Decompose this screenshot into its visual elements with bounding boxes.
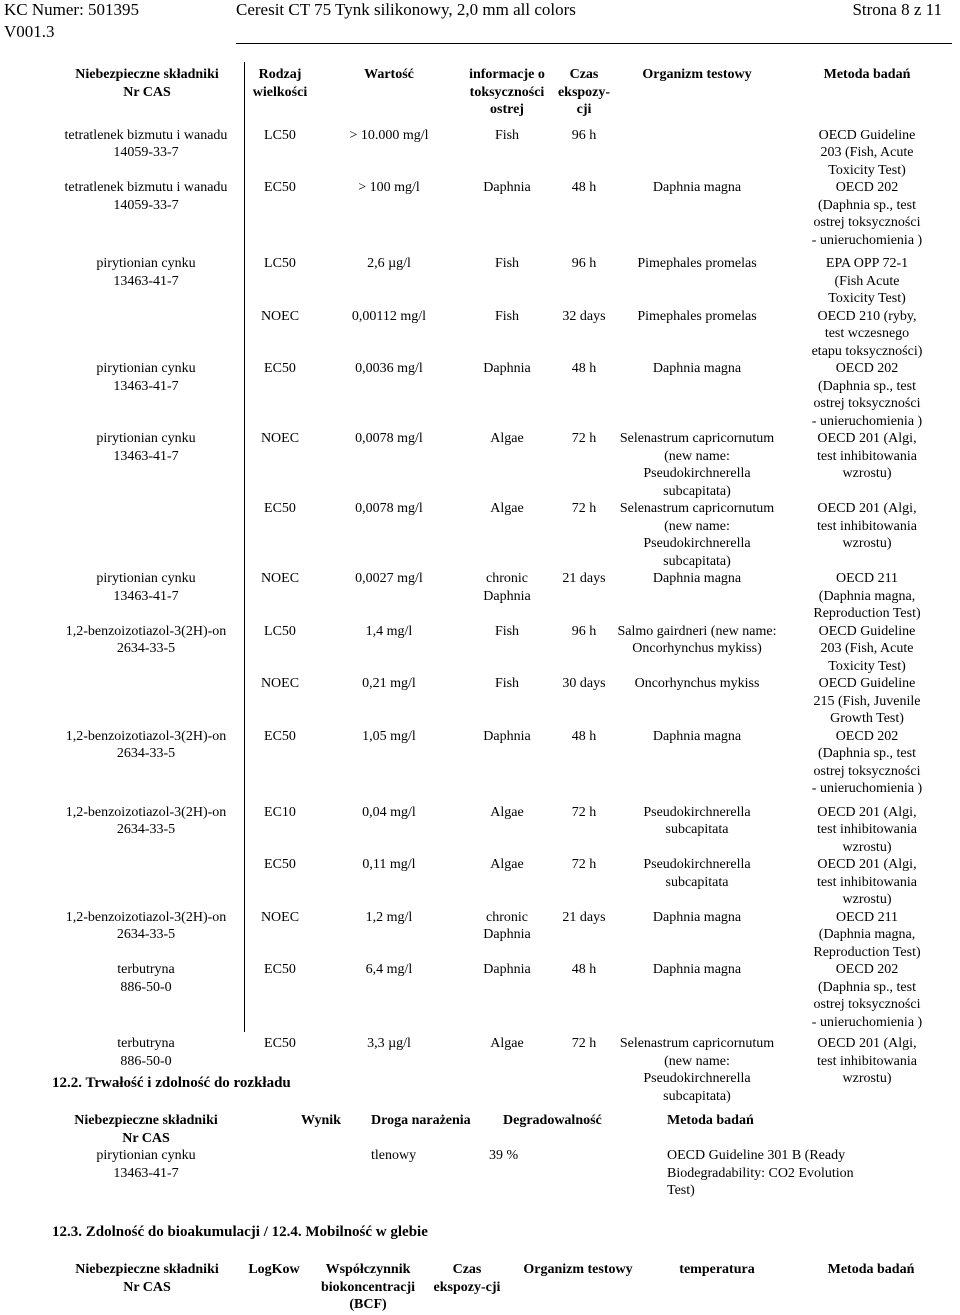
organism-cell: Pimephales promelas [637, 308, 757, 324]
route-cell: tlenowy [371, 1148, 417, 1163]
time-cell: 21 days [562, 571, 606, 586]
table-row [50, 675, 956, 728]
method-cell: OECD Guideline 203 (Fish, Acute Toxicity Test) [818, 623, 916, 674]
organism-cell: Daphnia magna [652, 909, 742, 925]
organism-cell: Daphnia magna [652, 180, 742, 195]
info-cell: Daphnia [483, 962, 531, 977]
version: V001.3 [4, 22, 55, 41]
value-cell: 0,04 mg/l [362, 804, 416, 820]
time-cell: 96 h [571, 127, 597, 143]
method-cell: OECD 202 (Daphnia sp., test ostrej toksyczności - unieruchomienia ) [811, 728, 923, 796]
type-cell: EC50 [264, 857, 296, 872]
value-cell: 1,2 mg/l [365, 909, 413, 925]
table-row [50, 179, 956, 249]
value-cell: 1,4 mg/l [365, 623, 413, 639]
time-cell: 72 h [571, 857, 597, 872]
value-cell: > 100 mg/l [358, 180, 420, 195]
value-cell: 0,21 mg/l [362, 676, 416, 691]
header-type: Rodzaj wielkości [252, 67, 308, 100]
table-row [50, 909, 956, 962]
header-ingredient: Niebezpieczne składniki Nr CAS [74, 1113, 218, 1146]
table-row [50, 308, 956, 361]
ingredient-cell: pirytionian cynku 13463-41-7 [96, 571, 196, 604]
organism-cell: Salmo gairdneri (new name: Oncorhynchus mykiss) [617, 623, 777, 656]
method-cell: OECD 202 (Daphnia sp., test ostrej toksyczności - unieruchomienia ) [811, 962, 923, 1030]
ingredient-cell: terbutryna 886-50-0 [117, 962, 175, 995]
degradation-table [56, 1112, 956, 1200]
bioaccumulation-header-row [56, 1261, 956, 1314]
ingredient-cell [50, 308, 244, 361]
page-header [0, 0, 960, 44]
ingredient-cell: terbutryna 886-50-0 [117, 1036, 175, 1069]
header-method: Metoda badań [823, 67, 911, 82]
degradation-header-row [56, 1112, 956, 1147]
ingredient-cell [50, 856, 244, 909]
value-cell: 0,00112 mg/l [351, 308, 427, 324]
method-cell: OECD 201 (Algi, test inhibitowania wzrostu) [817, 501, 917, 551]
ingredient-cell: 1,2-benzoizotiazol-3(2H)-on 2634-33-5 [65, 909, 227, 942]
info-cell: Daphnia [483, 180, 531, 195]
header-info: informacje o toksyczności ostrej [469, 67, 545, 117]
header-ingredient: Niebezpieczne składniki Nr CAS [75, 67, 219, 100]
table-row [50, 728, 956, 798]
ingredient-cell: 1,2-benzoizotiazol-3(2H)-on 2634-33-5 [65, 804, 227, 837]
header-method: Metoda badań [827, 1262, 915, 1277]
organism-cell [616, 119, 778, 180]
bioaccumulation-table [56, 1261, 956, 1314]
method-cell: OECD 211 (Daphnia magna, Reproduction Test) [813, 571, 921, 621]
table-row [50, 249, 956, 308]
time-cell: 30 days [562, 676, 606, 691]
organism-cell: Pseudokirchnerella subcapitata [643, 804, 751, 837]
header-organism: Organizm testowy [642, 67, 752, 82]
time-cell: 96 h [571, 623, 597, 639]
method-cell: OECD 202 (Daphnia sp., test ostrej toksyczności - unieruchomienia ) [811, 180, 923, 248]
value-cell: 0,0078 mg/l [355, 501, 423, 516]
time-cell: 48 h [571, 728, 597, 744]
degradation-row [56, 1147, 956, 1200]
info-cell: Fish [494, 256, 520, 271]
ingredient-cell: tetratlenek bizmutu i wanadu 14059-33-7 [64, 127, 228, 160]
info-cell: Algae [490, 431, 524, 446]
info-cell: Algae [490, 1036, 524, 1051]
header-value: Wartość [364, 67, 414, 82]
table-row [50, 961, 956, 1031]
type-cell: EC50 [264, 361, 296, 376]
product-name: Ceresit CT 75 Tynk silikonowy, 2,0 mm all colors [236, 0, 576, 19]
type-cell: EC10 [264, 804, 296, 820]
ingredient-cell: tetratlenek bizmutu i wanadu 14059-33-7 [64, 180, 228, 213]
time-cell: 48 h [571, 962, 597, 977]
value-cell: 0,0078 mg/l [355, 431, 423, 446]
type-cell: EC50 [264, 728, 296, 744]
header-organism: Organizm testowy [523, 1262, 633, 1277]
organism-cell: Daphnia magna [652, 962, 742, 977]
info-cell: Fish [494, 676, 520, 691]
header-result: Wynik [301, 1113, 341, 1128]
ingredient-cell: pirytionian cynku 13463-41-7 [96, 256, 196, 289]
info-cell: Daphnia [483, 728, 531, 744]
value-cell: 0,11 mg/l [362, 857, 416, 872]
info-cell: Fish [494, 623, 520, 639]
time-cell: 72 h [571, 431, 597, 446]
table-row [50, 119, 956, 180]
info-cell: Fish [494, 127, 520, 143]
header-time: Czas ekspozy-cji [433, 1262, 501, 1295]
organism-cell: Selenastrum capricornutum (new name: Pseudokirchnerella subcapitata) [619, 501, 775, 569]
time-cell: 72 h [571, 804, 597, 820]
info-cell: Daphnia [483, 361, 531, 376]
organism-cell: Pseudokirchnerella subcapitata [643, 857, 751, 890]
header-temperature: temperatura [679, 1262, 755, 1277]
type-cell: NOEC [260, 571, 300, 586]
method-cell: OECD 201 (Algi, test inhibitowania wzrostu) [817, 804, 917, 855]
info-cell: Algae [490, 857, 524, 872]
table-row [50, 570, 956, 623]
value-cell: > 10.000 mg/l [349, 127, 429, 143]
method-cell: OECD Guideline 203 (Fish, Acute Toxicity Test) [818, 127, 916, 178]
ingredient-cell: 1,2-benzoizotiazol-3(2H)-on 2634-33-5 [65, 728, 227, 761]
type-cell: NOEC [260, 676, 300, 691]
header-ingredient: Niebezpieczne składniki Nr CAS [75, 1262, 219, 1295]
ingredient-cell: pirytionian cynku 13463-41-7 [96, 361, 196, 394]
organism-cell: Daphnia magna [652, 361, 742, 376]
type-cell: NOEC [260, 431, 300, 446]
organism-cell: Selenastrum capricornutum (new name: Pseudokirchnerella subcapitata) [619, 1036, 775, 1104]
ingredient-cell: pirytionian cynku 13463-41-7 [96, 1148, 196, 1181]
method-cell: EPA OPP 72-1 (Fish Acute Toxicity Test) [825, 256, 909, 306]
header-route: Droga narażenia [371, 1113, 471, 1128]
header-logkow: LogKow [248, 1262, 300, 1277]
table-row [50, 430, 956, 500]
organism-cell: Oncorhynchus mykiss [634, 676, 760, 691]
organism-cell: Daphnia magna [652, 728, 742, 744]
kc-number: KC Numer: 501395 [4, 0, 140, 19]
header-method: Metoda badań [667, 1113, 754, 1128]
ingredient-cell: 1,2-benzoizotiazol-3(2H)-on 2634-33-5 [65, 623, 227, 656]
info-cell: Algae [490, 804, 524, 820]
table-row [50, 360, 956, 430]
info-cell: Algae [490, 501, 524, 516]
time-cell: 32 days [562, 308, 606, 324]
ingredient-cell: pirytionian cynku 13463-41-7 [96, 431, 196, 464]
method-cell: OECD 201 (Algi, test inhibitowania wzrostu) [817, 1036, 917, 1086]
header-bcf: Współczynnik biokoncentracji (BCF) [320, 1262, 416, 1312]
method-cell: OECD 201 (Algi, test inhibitowania wzrostu) [817, 431, 917, 481]
page-number: Strona 8 z 11 [852, 0, 942, 19]
ingredient-cell [50, 500, 244, 570]
method-cell: OECD 210 (ryby, test wczesnego etapu toksyczności) [811, 308, 923, 359]
value-cell: 3,3 µg/l [367, 1036, 411, 1051]
table-row [50, 623, 956, 676]
type-cell: EC50 [264, 180, 296, 195]
value-cell: 0,0036 mg/l [355, 361, 423, 376]
toxicity-header-row [50, 66, 956, 119]
method-cell: OECD 202 (Daphnia sp., test ostrej toksyczności - unieruchomienia ) [811, 361, 923, 429]
value-cell: 2,6 µg/l [367, 256, 411, 271]
method-cell: OECD 201 (Algi, test inhibitowania wzrostu) [817, 857, 917, 907]
time-cell: 96 h [571, 256, 597, 271]
type-cell: EC50 [264, 962, 296, 977]
table-row [50, 1031, 956, 1105]
section-12-3-title: 12.3. Zdolność do bioakumulacji / 12.4. Mobilność w glebie [52, 1224, 428, 1240]
section-12-2-title: 12.2. Trwałość i zdolność do rozkładu [52, 1075, 291, 1091]
header-degradability: Degradowalność [503, 1113, 602, 1128]
organism-cell: Selenastrum capricornutum (new name: Pseudokirchnerella subcapitata) [619, 431, 775, 499]
method-cell: OECD 211 (Daphnia magna, Reproduction Test) [813, 909, 921, 960]
time-cell: 21 days [562, 909, 606, 925]
type-cell: NOEC [260, 308, 300, 324]
ingredient-cell [50, 675, 244, 728]
time-cell: 48 h [571, 180, 597, 195]
organism-cell: Daphnia magna [652, 571, 742, 586]
type-cell: NOEC [260, 909, 300, 925]
value-cell: 1,05 mg/l [362, 728, 416, 744]
type-cell: EC50 [264, 501, 296, 516]
info-cell: Fish [494, 308, 520, 324]
table-row [50, 856, 956, 909]
header-time: Czas ekspozy- cji [557, 67, 611, 117]
type-cell: LC50 [264, 623, 296, 639]
table-row [50, 798, 956, 857]
value-cell: 0,0027 mg/l [355, 571, 423, 586]
type-cell: LC50 [264, 127, 296, 143]
organism-cell: Pimephales promelas [637, 256, 757, 271]
method-cell: OECD Guideline 215 (Fish, Juvenile Growth Test) [813, 676, 921, 726]
type-cell: EC50 [264, 1036, 296, 1051]
time-cell: 72 h [571, 501, 597, 516]
method-cell: OECD Guideline 301 B (Ready Biodegradability: CO2 Evolution Test) [667, 1148, 854, 1198]
time-cell: 48 h [571, 361, 597, 376]
info-cell: chronic Daphnia [483, 909, 531, 942]
time-cell: 72 h [571, 1036, 597, 1051]
degradability-cell: 39 % [489, 1148, 519, 1163]
info-cell: chronic Daphnia [483, 571, 531, 604]
table-row [50, 500, 956, 570]
type-cell: LC50 [264, 256, 296, 271]
toxicity-table [50, 66, 956, 1105]
header-rule [236, 43, 952, 44]
result-cell [236, 1147, 351, 1200]
value-cell: 6,4 mg/l [365, 962, 413, 977]
